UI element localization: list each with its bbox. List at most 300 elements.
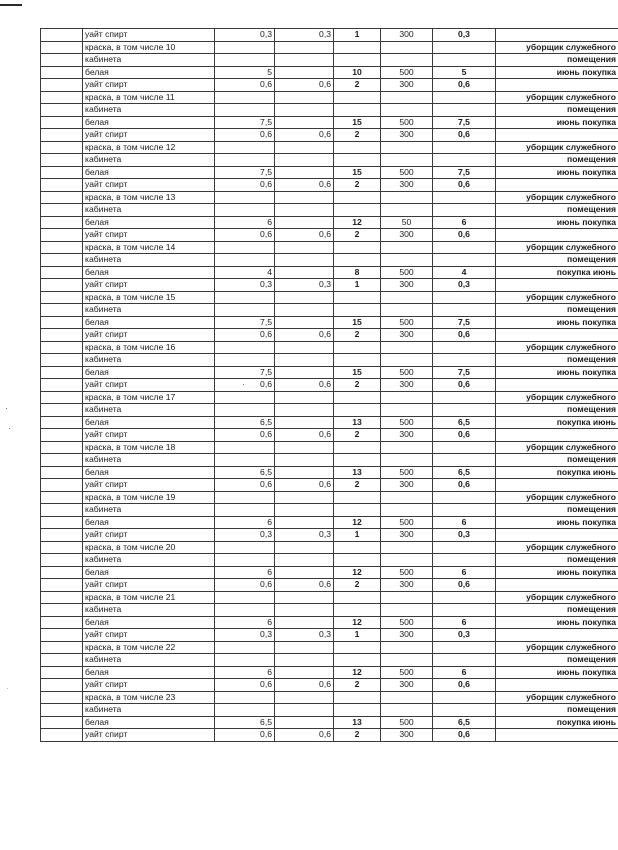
count-cell: [334, 591, 381, 604]
quantity-b-cell: 0,3: [275, 529, 334, 542]
note-cell: июнь покупка: [496, 516, 618, 529]
quantity-b-cell: 0,6: [275, 329, 334, 342]
price-cell: [381, 341, 433, 354]
price-cell: [381, 404, 433, 417]
quantity-b-cell: [275, 91, 334, 104]
table-row: [41, 354, 618, 367]
quantity-b-cell: 0,3: [275, 279, 334, 292]
count-cell: 2: [334, 129, 381, 142]
item-name-cell: краска, в том числе 15: [83, 291, 215, 304]
blank-cell: [41, 204, 83, 217]
note-cell: [496, 429, 618, 442]
price-cell: [381, 141, 433, 154]
note-cell: июнь покупка: [496, 166, 618, 179]
count-cell: [334, 254, 381, 267]
quantity-a-cell: [215, 241, 275, 254]
count-cell: 15: [334, 316, 381, 329]
count-cell: 13: [334, 466, 381, 479]
item-name-cell: краска, в том числе 23: [83, 691, 215, 704]
item-name-cell: белая: [83, 616, 215, 629]
quantity-a-cell: [215, 291, 275, 304]
blank-cell: [41, 504, 83, 517]
count-cell: 2: [334, 729, 381, 742]
count-cell: 2: [334, 579, 381, 592]
price-cell: [381, 304, 433, 317]
item-name-cell: уайт спирт: [83, 179, 215, 192]
table-row: [41, 654, 618, 667]
blank-cell: [41, 229, 83, 242]
total-cell: 6: [433, 216, 496, 229]
blank-cell: [41, 641, 83, 654]
note-cell: помещения: [496, 654, 618, 667]
count-cell: [334, 91, 381, 104]
note-cell: июнь покупка: [496, 66, 618, 79]
quantity-b-cell: [275, 504, 334, 517]
count-cell: 2: [334, 429, 381, 442]
note-cell: [496, 579, 618, 592]
total-cell: 5: [433, 66, 496, 79]
quantity-b-cell: [275, 404, 334, 417]
table-row: [41, 391, 618, 404]
blank-cell: [41, 604, 83, 617]
quantity-b-cell: 0,6: [275, 729, 334, 742]
item-name-cell: краска, в том числе 22: [83, 641, 215, 654]
table-row: [41, 641, 618, 654]
blank-cell: [41, 629, 83, 642]
quantity-a-cell: [215, 491, 275, 504]
table-row: [41, 316, 618, 329]
item-name-cell: кабинета: [83, 254, 215, 267]
quantity-a-cell: 6,5: [215, 466, 275, 479]
quantity-b-cell: [275, 366, 334, 379]
total-cell: 4: [433, 266, 496, 279]
table-row: [41, 304, 618, 317]
total-cell: 6: [433, 516, 496, 529]
price-cell: [381, 204, 433, 217]
price-cell: 500: [381, 616, 433, 629]
total-cell: [433, 141, 496, 154]
blank-cell: [41, 666, 83, 679]
price-cell: [381, 441, 433, 454]
scan-edge-mark: [0, 4, 22, 6]
count-cell: [334, 241, 381, 254]
price-cell: [381, 491, 433, 504]
price-cell: [381, 454, 433, 467]
item-name-cell: кабинета: [83, 54, 215, 67]
quantity-a-cell: [215, 204, 275, 217]
quantity-a-cell: [215, 304, 275, 317]
total-cell: 6,5: [433, 716, 496, 729]
blank-cell: [41, 379, 83, 392]
count-cell: 1: [334, 29, 381, 42]
count-cell: [334, 191, 381, 204]
blank-cell: [41, 216, 83, 229]
count-cell: 1: [334, 529, 381, 542]
item-name-cell: уайт спирт: [83, 429, 215, 442]
item-name-cell: уайт спирт: [83, 279, 215, 292]
quantity-a-cell: [215, 441, 275, 454]
total-cell: [433, 491, 496, 504]
note-cell: уборщик служебного: [496, 41, 618, 54]
item-name-cell: белая: [83, 716, 215, 729]
blank-cell: [41, 79, 83, 92]
total-cell: 0,6: [433, 429, 496, 442]
count-cell: [334, 604, 381, 617]
price-cell: 300: [381, 279, 433, 292]
table-row: [41, 54, 618, 67]
scan-speck: [6, 408, 7, 409]
quantity-b-cell: 0,6: [275, 679, 334, 692]
quantity-b-cell: [275, 154, 334, 167]
count-cell: [334, 291, 381, 304]
quantity-a-cell: 6: [215, 616, 275, 629]
table-row: [41, 579, 618, 592]
count-cell: [334, 554, 381, 567]
price-cell: [381, 154, 433, 167]
price-cell: 300: [381, 579, 433, 592]
table-row: [41, 341, 618, 354]
blank-cell: [41, 304, 83, 317]
quantity-b-cell: [275, 604, 334, 617]
total-cell: [433, 604, 496, 617]
blank-cell: [41, 154, 83, 167]
count-cell: 8: [334, 266, 381, 279]
quantity-b-cell: 0,6: [275, 479, 334, 492]
item-name-cell: уайт спирт: [83, 79, 215, 92]
price-cell: 500: [381, 166, 433, 179]
note-cell: помещения: [496, 154, 618, 167]
blank-cell: [41, 566, 83, 579]
table-row: [41, 329, 618, 342]
quantity-a-cell: 6: [215, 516, 275, 529]
total-cell: [433, 691, 496, 704]
total-cell: 0,6: [433, 729, 496, 742]
total-cell: 0,3: [433, 279, 496, 292]
quantity-b-cell: [275, 41, 334, 54]
price-cell: 300: [381, 479, 433, 492]
count-cell: [334, 454, 381, 467]
blank-cell: [41, 129, 83, 142]
note-cell: помещения: [496, 304, 618, 317]
note-cell: уборщик служебного: [496, 91, 618, 104]
item-name-cell: краска, в том числе 18: [83, 441, 215, 454]
table-row: [41, 254, 618, 267]
table-row: [41, 466, 618, 479]
item-name-cell: белая: [83, 166, 215, 179]
quantity-a-cell: [215, 104, 275, 117]
total-cell: [433, 204, 496, 217]
note-cell: помещения: [496, 704, 618, 717]
note-cell: уборщик служебного: [496, 641, 618, 654]
count-cell: [334, 41, 381, 54]
total-cell: 6: [433, 666, 496, 679]
item-name-cell: белая: [83, 66, 215, 79]
item-name-cell: белая: [83, 516, 215, 529]
table-row: [41, 516, 618, 529]
quantity-b-cell: [275, 466, 334, 479]
quantity-a-cell: 7,5: [215, 116, 275, 129]
blank-cell: [41, 429, 83, 442]
total-cell: [433, 704, 496, 717]
quantity-b-cell: [275, 104, 334, 117]
quantity-a-cell: 7,5: [215, 166, 275, 179]
item-name-cell: краска, в том числе 16: [83, 341, 215, 354]
total-cell: [433, 41, 496, 54]
item-name-cell: кабинета: [83, 604, 215, 617]
table-row: [41, 79, 618, 92]
count-cell: 2: [334, 479, 381, 492]
quantity-b-cell: [275, 591, 334, 604]
price-cell: 300: [381, 729, 433, 742]
quantity-a-cell: 0,6: [215, 729, 275, 742]
note-cell: июнь покупка: [496, 666, 618, 679]
price-cell: 300: [381, 329, 433, 342]
item-name-cell: уайт спирт: [83, 629, 215, 642]
item-name-cell: краска, в том числе 20: [83, 541, 215, 554]
total-cell: [433, 254, 496, 267]
quantity-a-cell: [215, 554, 275, 567]
blank-cell: [41, 329, 83, 342]
price-cell: 300: [381, 679, 433, 692]
note-cell: июнь покупка: [496, 116, 618, 129]
blank-cell: [41, 491, 83, 504]
quantity-b-cell: [275, 166, 334, 179]
table-row: [41, 479, 618, 492]
count-cell: 15: [334, 116, 381, 129]
count-cell: [334, 504, 381, 517]
table-row: [41, 241, 618, 254]
count-cell: [334, 491, 381, 504]
blank-cell: [41, 354, 83, 367]
note-cell: покупка июнь: [496, 716, 618, 729]
blank-cell: [41, 266, 83, 279]
total-cell: 6,5: [433, 466, 496, 479]
note-cell: помещения: [496, 354, 618, 367]
quantity-b-cell: 0,6: [275, 429, 334, 442]
table-row: [41, 191, 618, 204]
scan-speck: [7, 688, 8, 689]
blank-cell: [41, 716, 83, 729]
table-row: [41, 216, 618, 229]
count-cell: [334, 304, 381, 317]
blank-cell: [41, 416, 83, 429]
total-cell: 0,3: [433, 529, 496, 542]
quantity-a-cell: 0,6: [215, 129, 275, 142]
count-cell: [334, 391, 381, 404]
table-row: [41, 604, 618, 617]
total-cell: 0,3: [433, 29, 496, 42]
price-cell: 500: [381, 116, 433, 129]
table-row: [41, 266, 618, 279]
price-cell: [381, 391, 433, 404]
total-cell: 0,6: [433, 229, 496, 242]
price-cell: 300: [381, 179, 433, 192]
item-name-cell: уайт спирт: [83, 379, 215, 392]
price-cell: 300: [381, 29, 433, 42]
quantity-a-cell: [215, 391, 275, 404]
blank-cell: [41, 366, 83, 379]
note-cell: уборщик служебного: [496, 191, 618, 204]
table-row: [41, 504, 618, 517]
total-cell: [433, 241, 496, 254]
quantity-b-cell: [275, 216, 334, 229]
price-cell: 500: [381, 516, 433, 529]
table-row: [41, 66, 618, 79]
count-cell: 12: [334, 666, 381, 679]
total-cell: [433, 104, 496, 117]
count-cell: [334, 641, 381, 654]
table-row: [41, 616, 618, 629]
price-cell: [381, 704, 433, 717]
quantity-b-cell: [275, 354, 334, 367]
count-cell: 12: [334, 516, 381, 529]
price-cell: [381, 104, 433, 117]
blank-cell: [41, 679, 83, 692]
note-cell: [496, 29, 618, 42]
count-cell: 10: [334, 66, 381, 79]
blank-cell: [41, 116, 83, 129]
total-cell: 7,5: [433, 316, 496, 329]
count-cell: 2: [334, 179, 381, 192]
note-cell: [496, 179, 618, 192]
item-name-cell: белая: [83, 416, 215, 429]
quantity-a-cell: 0,3: [215, 629, 275, 642]
quantity-a-cell: [215, 141, 275, 154]
note-cell: [496, 479, 618, 492]
quantity-a-cell: 5: [215, 66, 275, 79]
item-name-cell: уайт спирт: [83, 579, 215, 592]
quantity-b-cell: [275, 241, 334, 254]
quantity-b-cell: [275, 491, 334, 504]
item-name-cell: краска, в том числе 14: [83, 241, 215, 254]
count-cell: 1: [334, 629, 381, 642]
table-row: [41, 179, 618, 192]
blank-cell: [41, 191, 83, 204]
quantity-b-cell: [275, 566, 334, 579]
price-cell: [381, 641, 433, 654]
item-name-cell: белая: [83, 466, 215, 479]
price-cell: [381, 41, 433, 54]
item-name-cell: краска, в том числе 17: [83, 391, 215, 404]
note-cell: [496, 229, 618, 242]
table-row: [41, 666, 618, 679]
quantity-b-cell: [275, 141, 334, 154]
count-cell: [334, 404, 381, 417]
quantity-a-cell: 0,6: [215, 479, 275, 492]
quantity-a-cell: [215, 454, 275, 467]
note-cell: уборщик служебного: [496, 491, 618, 504]
note-cell: уборщик служебного: [496, 341, 618, 354]
count-cell: [334, 691, 381, 704]
blank-cell: [41, 404, 83, 417]
quantity-a-cell: 6: [215, 566, 275, 579]
blank-cell: [41, 554, 83, 567]
scan-speck: [9, 428, 10, 429]
table-row: [41, 691, 618, 704]
note-cell: покупка июнь: [496, 466, 618, 479]
note-cell: помещения: [496, 104, 618, 117]
quantity-b-cell: 0,6: [275, 379, 334, 392]
item-name-cell: уайт спирт: [83, 479, 215, 492]
blank-cell: [41, 616, 83, 629]
total-cell: [433, 291, 496, 304]
blank-cell: [41, 66, 83, 79]
quantity-a-cell: 6: [215, 666, 275, 679]
item-name-cell: белая: [83, 566, 215, 579]
price-cell: [381, 191, 433, 204]
note-cell: помещения: [496, 454, 618, 467]
count-cell: [334, 441, 381, 454]
total-cell: 0,3: [433, 629, 496, 642]
total-cell: [433, 391, 496, 404]
item-name-cell: кабинета: [83, 454, 215, 467]
count-cell: 12: [334, 216, 381, 229]
table-row: [41, 416, 618, 429]
count-cell: 2: [334, 379, 381, 392]
quantity-b-cell: [275, 416, 334, 429]
count-cell: [334, 104, 381, 117]
quantity-a-cell: [215, 341, 275, 354]
quantity-a-cell: [215, 404, 275, 417]
quantity-b-cell: 0,6: [275, 229, 334, 242]
table-row: [41, 104, 618, 117]
table-row: [41, 41, 618, 54]
quantity-b-cell: [275, 254, 334, 267]
count-cell: [334, 54, 381, 67]
item-name-cell: краска, в том числе 11: [83, 91, 215, 104]
table-row: [41, 491, 618, 504]
item-name-cell: белая: [83, 666, 215, 679]
quantity-a-cell: 6,5: [215, 716, 275, 729]
price-cell: 500: [381, 566, 433, 579]
price-cell: [381, 504, 433, 517]
total-cell: [433, 54, 496, 67]
total-cell: 0,6: [433, 479, 496, 492]
quantity-a-cell: 6,5: [215, 416, 275, 429]
quantity-b-cell: [275, 704, 334, 717]
table-row: [41, 279, 618, 292]
item-name-cell: кабинета: [83, 554, 215, 567]
table-row: [41, 529, 618, 542]
total-cell: [433, 91, 496, 104]
quantity-b-cell: [275, 291, 334, 304]
note-cell: июнь покупка: [496, 316, 618, 329]
blank-cell: [41, 516, 83, 529]
blank-cell: [41, 54, 83, 67]
item-name-cell: краска, в том числе 10: [83, 41, 215, 54]
quantity-a-cell: 0,6: [215, 679, 275, 692]
blank-cell: [41, 591, 83, 604]
count-cell: [334, 704, 381, 717]
price-cell: 50: [381, 216, 433, 229]
price-cell: 300: [381, 629, 433, 642]
table-row: [41, 366, 618, 379]
blank-cell: [41, 691, 83, 704]
note-cell: июнь покупка: [496, 566, 618, 579]
quantity-a-cell: 6: [215, 216, 275, 229]
total-cell: [433, 591, 496, 604]
item-name-cell: уайт спирт: [83, 729, 215, 742]
total-cell: 0,6: [433, 329, 496, 342]
blank-cell: [41, 254, 83, 267]
table-row: [41, 629, 618, 642]
total-cell: [433, 341, 496, 354]
quantity-a-cell: 0,6: [215, 329, 275, 342]
count-cell: 1: [334, 279, 381, 292]
table-row: [41, 566, 618, 579]
blank-cell: [41, 104, 83, 117]
note-cell: уборщик служебного: [496, 291, 618, 304]
